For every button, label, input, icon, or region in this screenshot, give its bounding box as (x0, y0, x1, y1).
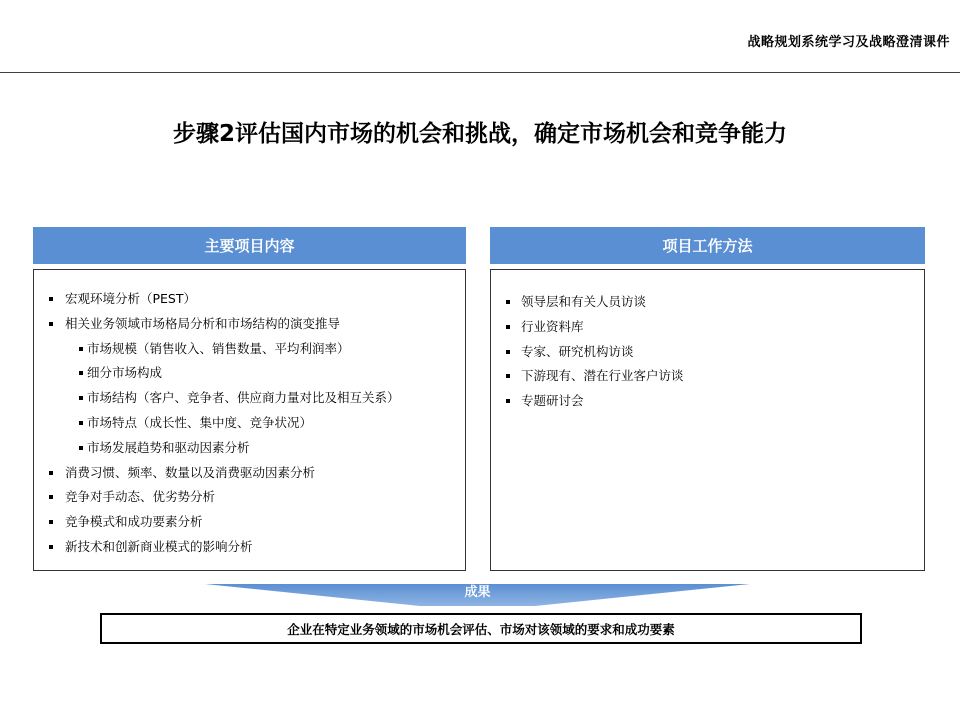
list-item: 专家、研究机构访谈 (491, 340, 924, 365)
list-item: 行业资料库 (491, 315, 924, 340)
result-box (100, 613, 862, 644)
sub-list-item: 市场发展趋势和驱动因素分析 (34, 436, 465, 461)
work-method-list (491, 270, 924, 414)
main-content-header-label: 主要项目内容 (204, 237, 295, 255)
list-item: 竞争对手动态、优劣势分析 (34, 485, 465, 510)
work-method-box (490, 269, 925, 571)
list-item: 相关业务领域市场格局分析和市场结构的演变推导 (34, 312, 465, 337)
list-item: 领导层和有关人员访谈 (491, 290, 924, 315)
work-method-header (490, 227, 925, 264)
work-method-header-label: 项目工作方法 (662, 237, 753, 255)
list-item: 新技术和创新商业模式的影响分析 (34, 535, 465, 560)
list-item: 消费习惯、频率、数量以及消费驱动因素分析 (34, 461, 465, 486)
sub-list-item: 市场结构（客户、竞争者、供应商力量对比及相互关系） (34, 386, 465, 411)
list-item: 下游现有、潜在行业客户访谈 (491, 364, 924, 389)
result-text: 企业在特定业务领域的市场机会评估、市场对该领域的要求和成功要素 (287, 621, 675, 637)
header-divider (0, 72, 960, 73)
main-content-list (34, 270, 465, 560)
list-item: 宏观环境分析（PEST） (34, 287, 465, 312)
course-title: 战略规划系统学习及战略澄清课件 (747, 35, 950, 50)
main-content-box (33, 269, 466, 571)
main-content-header (33, 227, 466, 264)
list-item: 竞争模式和成功要素分析 (34, 510, 465, 535)
slide-title: 步骤2评估国内市场的机会和挑战，确定市场机会和竞争能力 (172, 121, 787, 147)
sub-list-item: 市场规模（销售收入、销售数量、平均利润率） (34, 337, 465, 362)
sub-list-item: 市场特点（成长性、集中度、竞争状况） (34, 411, 465, 436)
list-item: 专题研讨会 (491, 389, 924, 414)
sub-list-item: 细分市场构成 (34, 361, 465, 386)
result-label: 成果 (464, 585, 491, 600)
